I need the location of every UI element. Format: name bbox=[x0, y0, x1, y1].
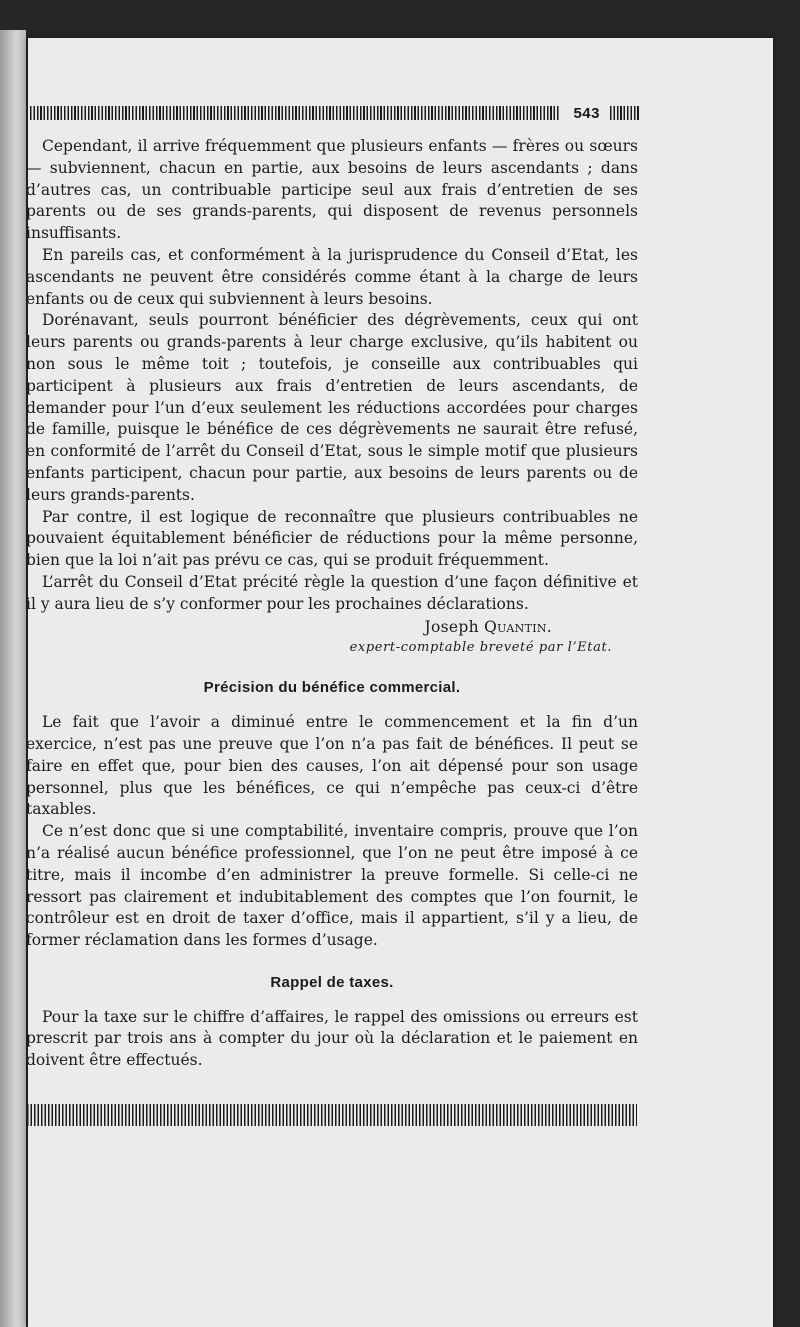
section-heading: Précision du bénéfice commercial. bbox=[203, 679, 461, 697]
author-signature bbox=[26, 617, 638, 639]
article-dependents bbox=[26, 136, 638, 657]
paragraph: Pour la taxe sur le chiffre d’affaires, le rappel des omissions ou erreurs est prescrit par trois ans à compter du jour où la déclaration et le paiement en doivent être effectués. bbox=[26, 1007, 638, 1070]
paragraph: Par contre, il est logique de reconnaître que plusieurs contribuables ne pouvaient équitablement bénéficier de réductions pour la même personne, bien que la loi n’ait pas prévu ce cas, qui se produit fréquemment. bbox=[26, 507, 638, 570]
paragraph: Dorénavant, seuls pourront bénéficier des dégrèvements, ceux qui ont leurs parents ou grands-parents à leur charge exclusive, qu’ils habitent ou non sous le même toit ; toutefois, je conseille aux contribuables qui participent à plusieurs aux frais d’entretien de leurs ascendants, de demander pour l’un d’eux seulement les réductions accordées pour charges de famille, puisque le bénéfice de ces dégrèvements ne saurait être refusé, en conformité de l’arrêt du Conseil d’Etat, sous le simple motif que plusieurs enfants participent, chacun pour partie, aux besoins de leurs parents ou de leurs grands-parents. bbox=[26, 311, 638, 504]
article-commercial-profit bbox=[26, 677, 638, 952]
previous-page-edge bbox=[0, 30, 26, 1327]
paragraph: L’arrêt du Conseil d’Etat précité règle la question d’une façon définitive et il y aura lieu de s’y conformer pour les prochaines déclarations. bbox=[26, 572, 638, 613]
paragraph: Le fait que l’avoir a diminué entre le commencement et la fin d’un exercice, n’est pas une preuve que l’on n’a pas fait de bénéfices. Il peut se faire en effet que, pour bien des causes, l’on ait dépensé pour son usage personnel, plus que les bénéfices, ce qui n’empêche pas ceux-ci d’être taxables. bbox=[26, 713, 638, 819]
paragraph: En pareils cas, et conformément à la jurisprudence du Conseil d’Etat, les ascendants ne peuvent être considérés comme étant à la charge de leurs enfants ou de ceux qui subviennent à leurs besoins. bbox=[26, 245, 638, 308]
header-ornament-end bbox=[610, 106, 640, 120]
article-tax-recall bbox=[26, 972, 638, 1072]
footer-ornament-rule bbox=[27, 1104, 637, 1126]
paragraph: Ce n’est donc que si une comptabilité, inventaire compris, prouve que l’on n’a réalisé aucun bénéfice professionnel, que l’on ne peut être imposé à ce titre, mais il incombe d’en administrer la preuve formelle. Si celle-ci ne ressort pas clairement et indubitablement des comptes que l’on fournit, le contrôleur est en droit de taxer d’office, mais il appartient, s’il y a lieu, de former réclamation dans les formes d’usage. bbox=[26, 822, 638, 950]
paragraph: Cependant, il arrive fréquemment que plusieurs enfants — frères ou sœurs — subviennent, chacun en partie, aux besoins de leurs ascendants ; dans d’autres cas, un contribuable participe seul aux frais d’entretien de ses parents ou de ses grands-parents, qui disposent de revenus personnels insuffisants. bbox=[26, 137, 638, 243]
running-header bbox=[30, 104, 640, 122]
section-heading: Rappel de taxes. bbox=[270, 973, 394, 991]
author-first-name: Joseph bbox=[424, 617, 479, 636]
page-body bbox=[26, 136, 638, 1072]
page-number: 543 bbox=[573, 104, 600, 122]
author-title: expert-comptable breveté par l’Etat. bbox=[349, 640, 612, 656]
author-last-name: Quantin. bbox=[484, 617, 552, 636]
header-ornament-rule bbox=[30, 106, 559, 120]
